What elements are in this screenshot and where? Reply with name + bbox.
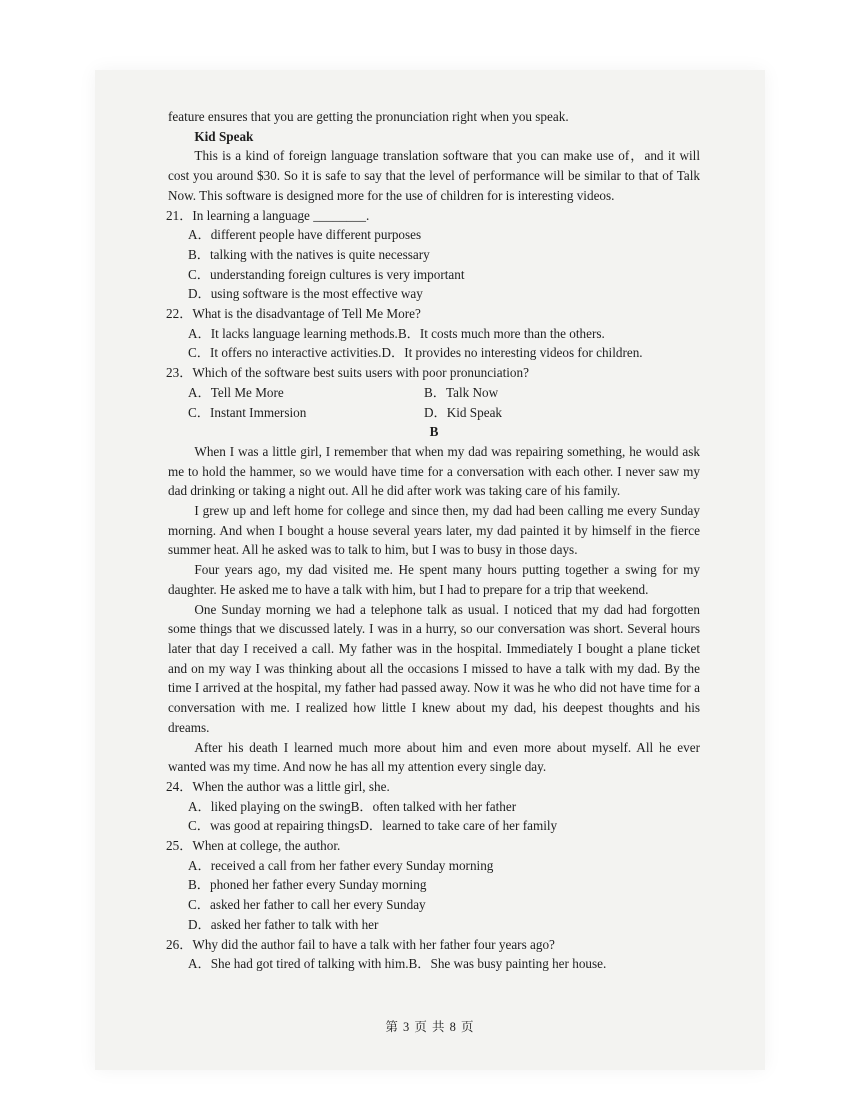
option-d: D．asked her father to talk with her — [188, 916, 379, 932]
question-stem: 22．What is the disadvantage of Tell Me More? — [166, 306, 421, 322]
question-25 — [168, 836, 700, 935]
question-24 — [168, 777, 700, 836]
question-23 — [168, 363, 700, 422]
question-21 — [168, 206, 700, 305]
option-a: A．Tell Me More — [188, 384, 284, 400]
option-c: C．understanding foreign cultures is very important — [188, 266, 465, 282]
option-a: A．different people have different purposes — [188, 227, 422, 243]
passage-paragraph: One Sunday morning we had a telephone talk as usual. I noticed that my dad had forgotten some things that we discussed lately. I was in a hurry, so our conversation was short. Several hours later that day I received a call. My father was in the hospital. Immediately I bought a plane ticket and on my way I was thinking about all the occasions I missed to have a talk with my dad. By the time I arrived at the hospital, my father had passed away. Now it was he who did not have time for a conversation with me. I realized how little I knew about my dad, his deepest thoughts and his dreams. — [168, 601, 700, 735]
option-b: B．phoned her father every Sunday morning — [188, 877, 427, 893]
question-stem: 26．Why did the author fail to have a talk with her father four years ago? — [166, 936, 555, 952]
passage-paragraph: After his death I learned much more about him and even more about myself. All he ever wanted was my time. And now he has all my attention every single day. — [168, 739, 700, 775]
question-stem: 25．When at college, the author. — [166, 838, 341, 854]
option-b: B．talking with the natives is quite necessary — [188, 246, 430, 262]
option-ab: A．She had got tired of talking with him.B．She was busy painting her house. — [188, 956, 607, 972]
page-number-footer: 第 3 页 共 8 页 — [385, 1020, 475, 1034]
passage-paragraph: Four years ago, my dad visited me. He spent many hours putting together a swing for my daughter. He asked me to have a talk with him, but I had to prepare for a trip that weekend. — [168, 562, 700, 597]
kid-speak-paragraph: This is a kind of foreign language translation software that you can make use of，and it will cost you around $30. So it is safe to say that the level of performance will be similar to that of Talk Now. This software is designed more for the use of children for is interesting videos. — [168, 148, 700, 203]
question-stem: 24．When the author was a little girl, she. — [166, 778, 390, 794]
option-d: D．Kid Speak — [424, 404, 503, 420]
option-c: C．asked her father to call her every Sunday — [188, 897, 426, 913]
option-ab: A．liked playing on the swingB．often talked with her father — [188, 798, 517, 814]
option-c: C．Instant Immersion — [188, 404, 307, 420]
option-ab: A．It lacks language learning methods.B．It costs much more than the others. — [188, 325, 605, 341]
section-label-b: B — [429, 424, 439, 440]
option-cd: C．It offers no interactive activities.D．It provides no interesting videos for children. — [188, 345, 643, 361]
question-22 — [168, 304, 700, 363]
question-26 — [168, 935, 700, 974]
passage-paragraph: I grew up and left home for college and since then, my dad had been calling me every Sunday morning. And when I bought a house several years later, my dad painted it by himself in the fierce summer heat. All he asked was to talk to him, but I was to busy in those days. — [168, 503, 700, 558]
option-d: D．using software is the most effective way — [188, 286, 423, 302]
question-stem: 21．In learning a language ________. — [166, 207, 370, 223]
intro-line: feature ensures that you are getting the pronunciation right when you speak. — [168, 109, 569, 124]
exam-page-content — [168, 107, 700, 974]
passage-paragraph: When I was a little girl, I remember that when my dad was repairing something, he would ask me to hold the hammer, so we would have time for a conversation with each other. I never saw my dad drinking or taking a night out. All he did after work was taking care of his family. — [168, 443, 700, 499]
option-cd: C．was good at repairing thingsD．learned to take care of her family — [188, 818, 558, 834]
option-b: B．Talk Now — [424, 384, 499, 400]
question-stem: 23．Which of the software best suits users with poor pronunciation? — [166, 365, 529, 381]
option-row — [168, 383, 700, 403]
option-a: A．received a call from her father every Sunday morning — [188, 857, 494, 873]
section-heading-kid-speak: Kid Speak — [194, 128, 254, 144]
option-row — [168, 403, 700, 423]
